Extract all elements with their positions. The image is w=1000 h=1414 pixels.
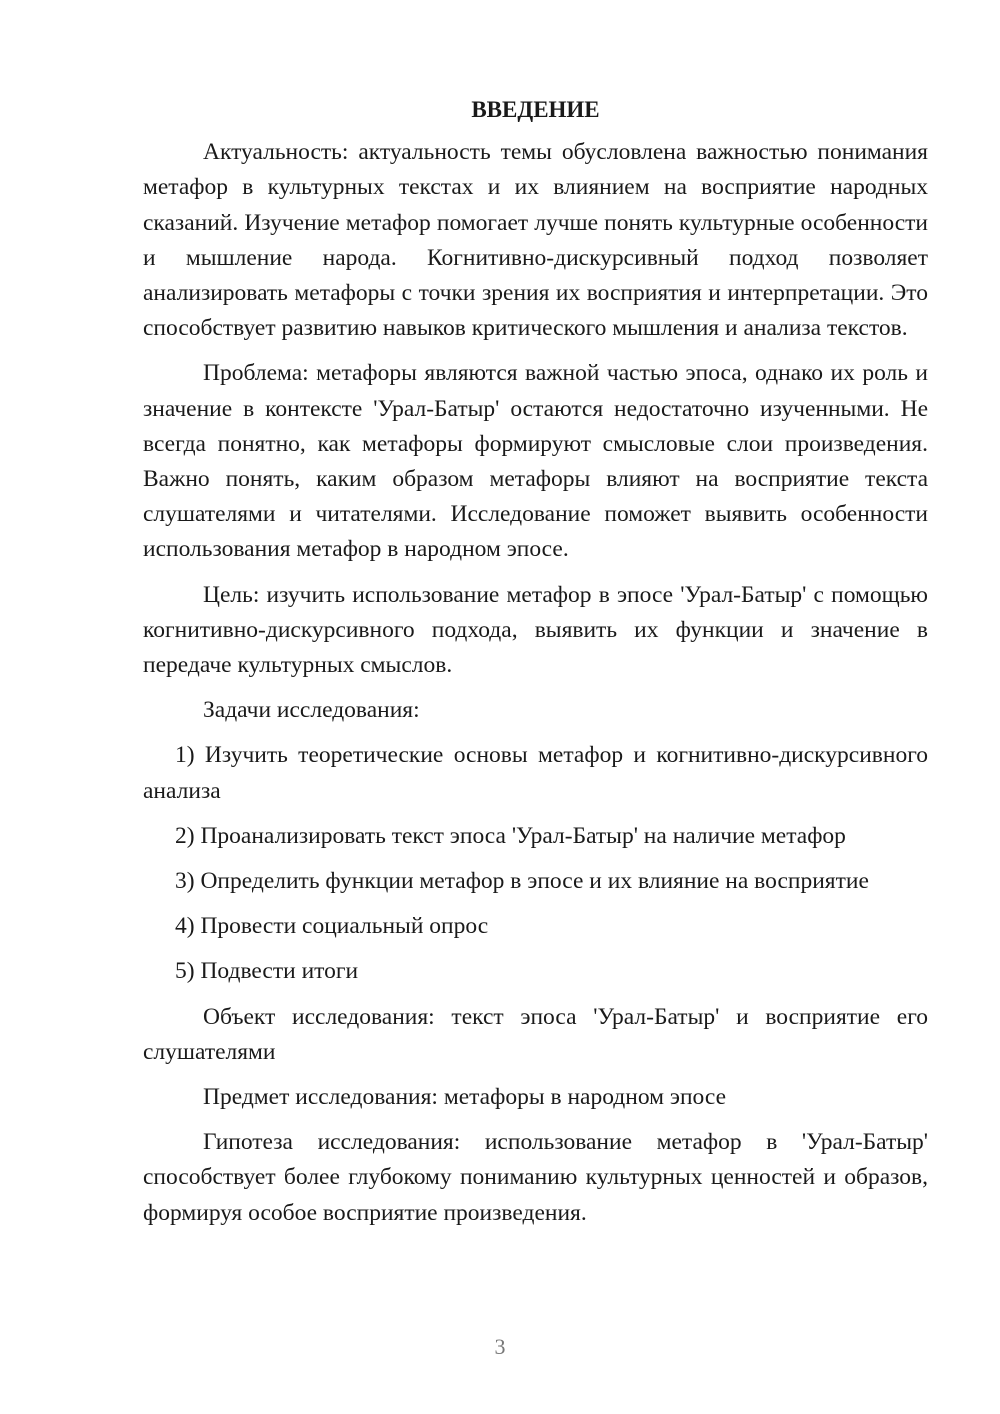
task-item-3: 3) Определить функции метафор в эпосе и их влияние на восприятие: [175, 868, 869, 895]
task-item-4: 4) Провести социальный опрос: [175, 913, 489, 940]
object-paragraph: Объект исследования: текст эпоса 'Урал-Батыр' и восприятие его слушателями: [143, 1003, 928, 1065]
problem-paragraph: Проблема: метафоры являются важной частью эпоса, однако их роль и значение в контексте 'Урал-Батыр' остаются недостаточно изученными. Не всегда понятно, как метафоры формируют смысловые слои произведения. Важно понять, каким образом метафоры влияют на восприятие текста слушателями и читателями. Исследование поможет выявить особенности использования метафор в народном эпосе.: [143, 360, 928, 563]
task-item-2: 2) Проанализировать текст эпоса 'Урал-Батыр' на наличие метафор: [175, 822, 846, 849]
page-title: ВВЕДЕНИЕ: [471, 97, 600, 122]
page-number: 3: [494, 1334, 506, 1359]
relevance-paragraph: Актуальность: актуальность темы обусловлена важностью понимания метафор в культурных текстах и их влиянием на восприятие народных сказаний. Изучение метафор помогает лучше понять культурные особенности и мышление народа. Когнитивно-дискурсивный подход позволяет анализировать метафоры с точки зрения их восприятия и интерпретации. Это способствует развитию навыков критического мышления и анализа текстов.: [143, 139, 928, 342]
task-item-1: 1) Изучить теоретические основы метафор и когнитивно-дискурсивного анализа: [143, 742, 928, 804]
tasks-list: [143, 738, 928, 989]
hypothesis-paragraph: Гипотеза исследования: использование метафор в 'Урал-Батыр' способствует более глубокому пониманию культурных ценностей и образов, формируя особое восприятие произведения.: [143, 1129, 928, 1226]
subject-paragraph: Предмет исследования: метафоры в народном эпосе: [203, 1084, 727, 1111]
goal-paragraph: Цель: изучить использование метафор в эпосе 'Урал-Батыр' с помощью когнитивно-дискурсивного подхода, выявить их функции и значение в передаче культурных смыслов.: [143, 581, 928, 679]
document-page: [143, 92, 928, 1241]
tasks-heading: Задачи исследования:: [203, 697, 420, 724]
task-item-5: 5) Подвести итоги: [175, 958, 359, 985]
